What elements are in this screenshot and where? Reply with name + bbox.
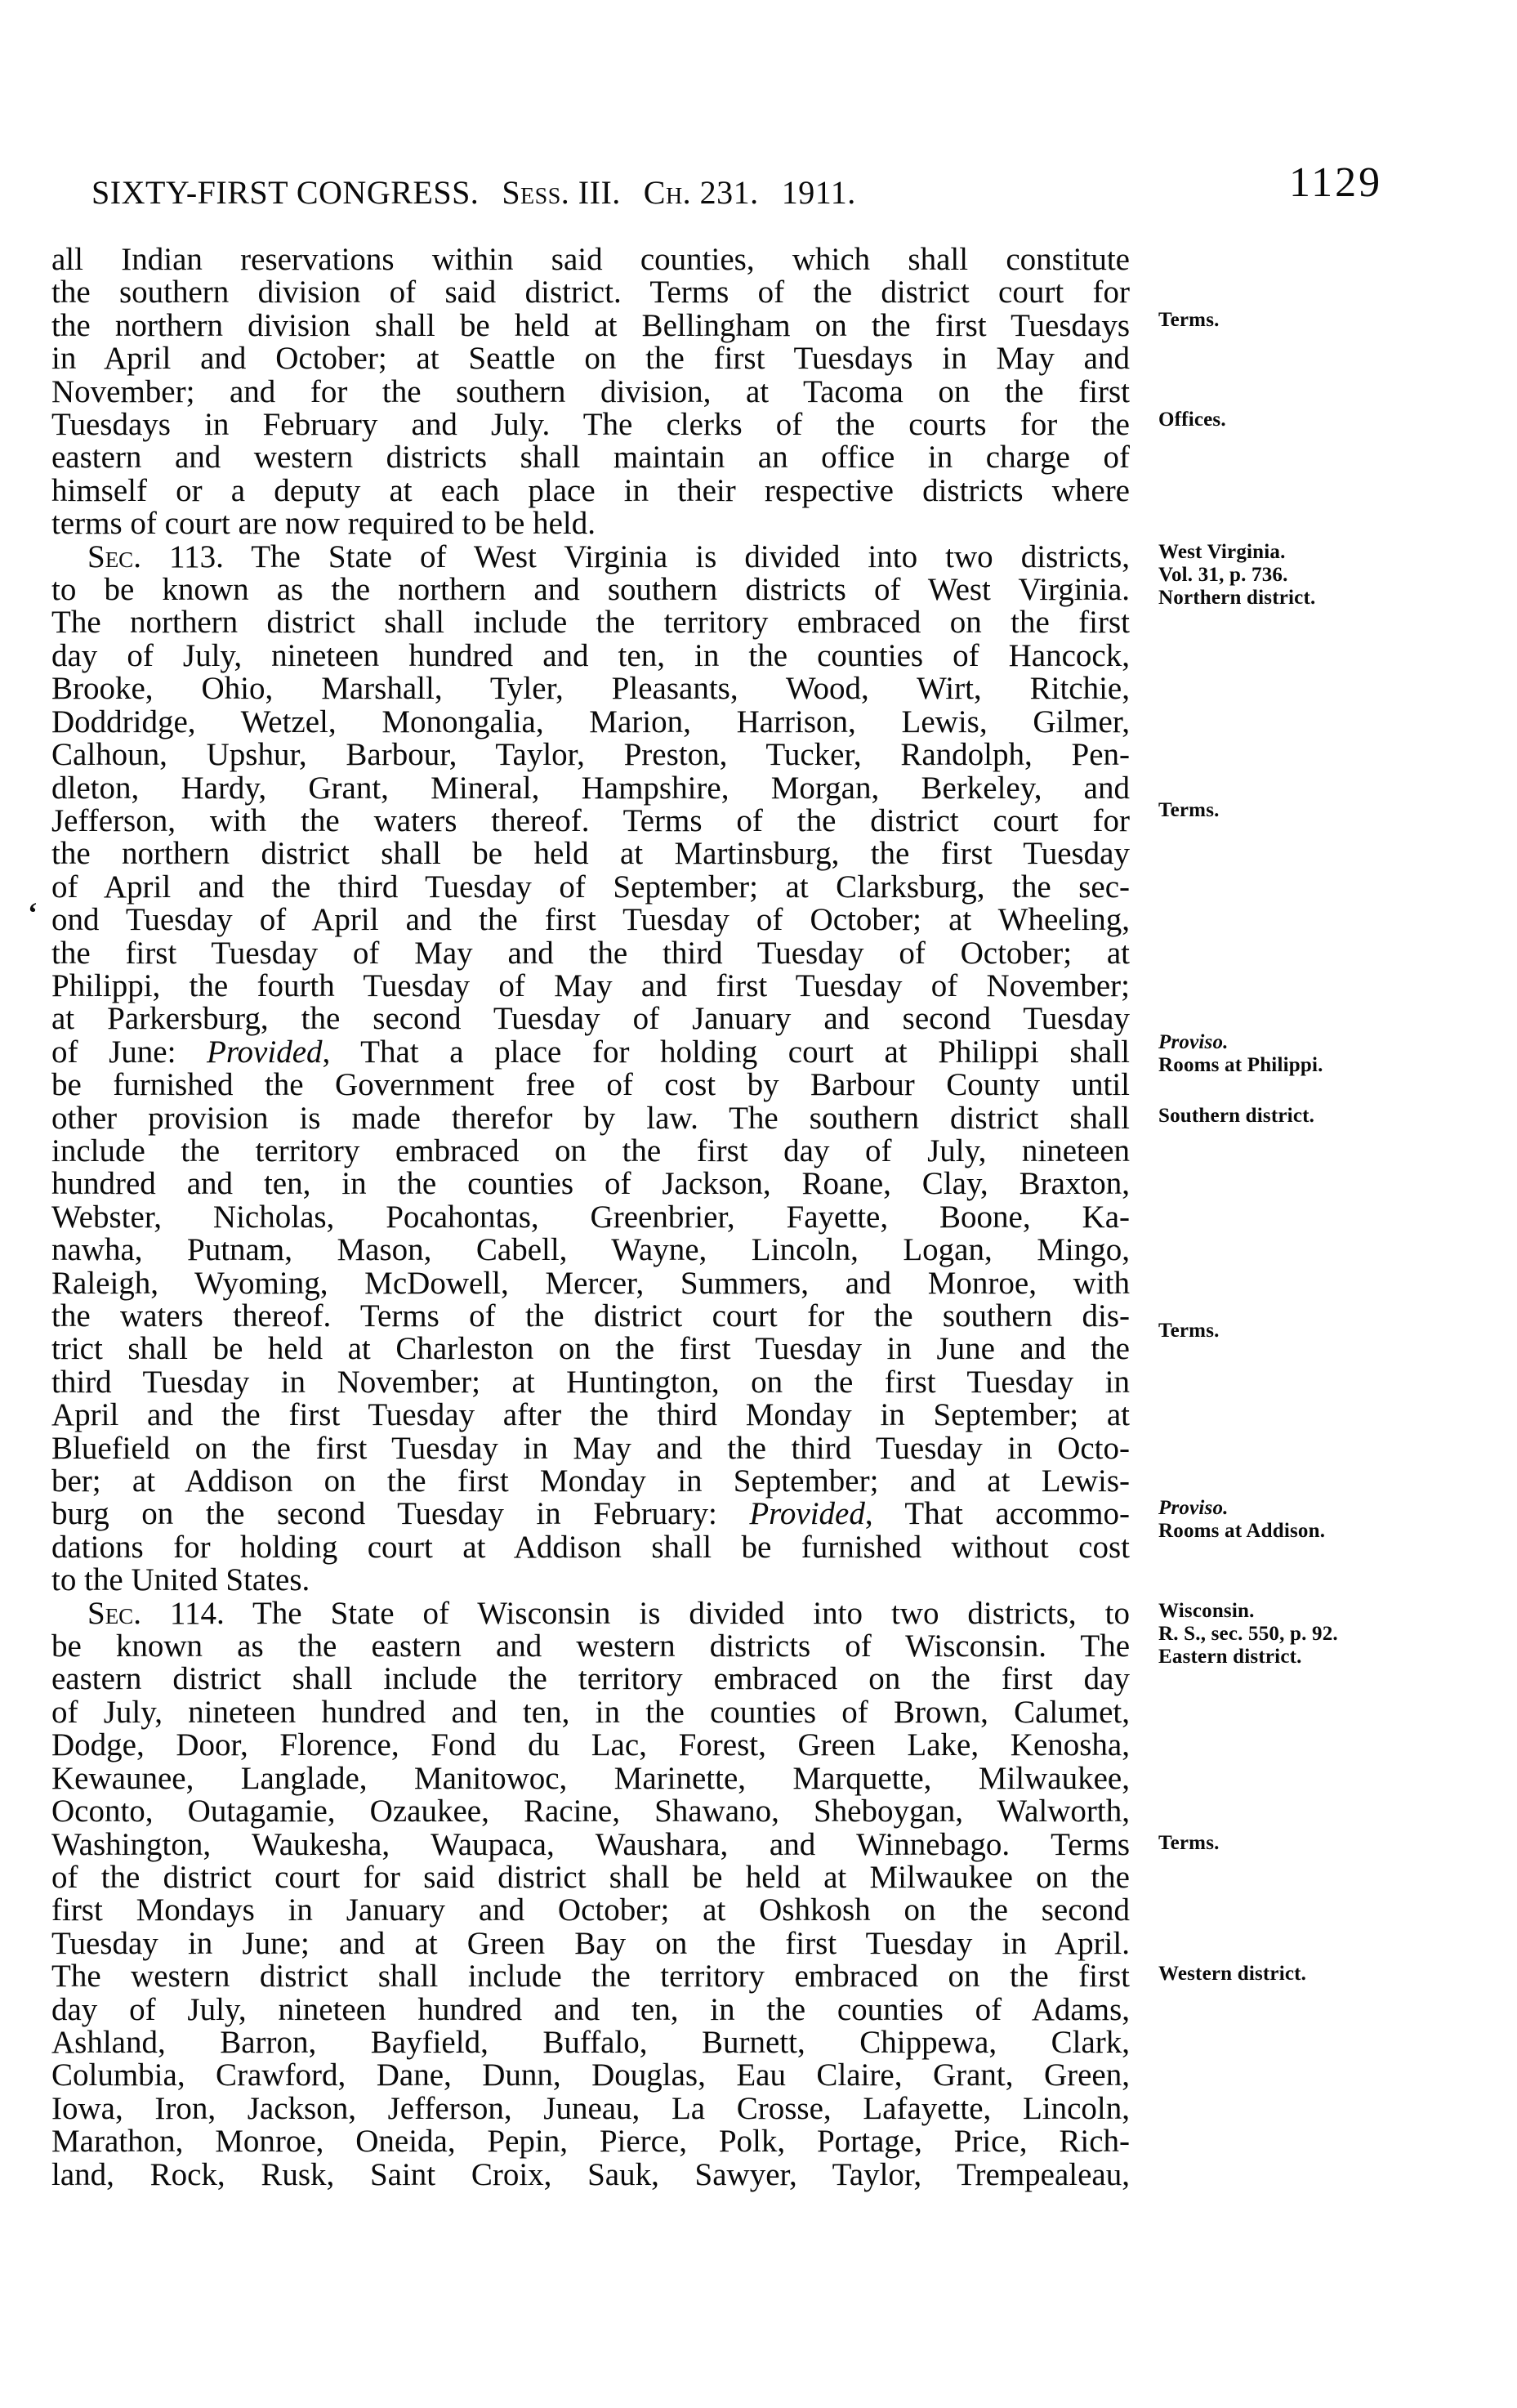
text-line: Washington, Waukesha, Waupaca, Waushara, and Winnebago. Terms bbox=[51, 1826, 1130, 1862]
text-line: terms of court are now required to be held. bbox=[51, 506, 596, 542]
text-line: all Indian reservations within said counties, which shall constitute bbox=[51, 242, 1130, 277]
margin-note bbox=[1158, 1497, 1510, 1543]
text-line: himself or a deputy at each place in their respective districts where bbox=[51, 472, 1130, 508]
text-line: of July, nineteen hundred and ten, in the counties of Brown, Calumet, bbox=[51, 1694, 1130, 1730]
text-line: The northern district shall include the territory embraced on the first bbox=[51, 605, 1130, 641]
margin-note bbox=[1158, 309, 1510, 332]
margin-note bbox=[1158, 1963, 1510, 1986]
text-line: of April and the third Tuesday of September; at Clarksburg, the sec- bbox=[51, 869, 1130, 905]
text-line: nawha, Putnam, Mason, Cabell, Wayne, Lincoln, Logan, Mingo, bbox=[51, 1232, 1130, 1268]
text-line: day of July, nineteen hundred and ten, in the counties of Adams, bbox=[51, 1991, 1130, 2027]
text-line: Columbia, Crawford, Dane, Dunn, Douglas, Eau Claire, Grant, Green, bbox=[51, 2057, 1130, 2093]
text-line: Jefferson, with the waters thereof. Terms of the district court for bbox=[51, 802, 1130, 838]
margin-note-line: Terms. bbox=[1158, 1320, 1220, 1342]
paragraph bbox=[51, 538, 1131, 1598]
text-line: ber; at Addison on the first Monday in September; and at Lewis- bbox=[51, 1463, 1130, 1499]
session-label: Sess. III. bbox=[502, 174, 621, 211]
text-line: Tuesdays in February and July. The clerks of the courts for the bbox=[51, 407, 1130, 443]
margin-notes bbox=[1158, 0, 1510, 2408]
margin-note-line: Terms. bbox=[1158, 799, 1220, 821]
statute-text bbox=[51, 243, 1130, 2191]
text-line: Webster, Nicholas, Pocahontas, Greenbrier, Fayette, Boone, Ka- bbox=[51, 1199, 1130, 1235]
text-line: the southern division of said district. Terms of the district court for bbox=[51, 275, 1130, 310]
text-line: The western district shall include the territory embraced on the first bbox=[51, 1959, 1130, 1995]
margin-note bbox=[1158, 1600, 1510, 1669]
margin-note-line: Offices. bbox=[1158, 409, 1226, 431]
margin-note-line: Terms. bbox=[1158, 309, 1220, 331]
text-line: November; and for the southern division, at Tacoma on the first bbox=[51, 373, 1130, 409]
text-line: Marathon, Monroe, Oneida, Pepin, Pierce, Polk, Portage, Price, Rich- bbox=[51, 2124, 1130, 2160]
margin-note-line: R. S., sec. 550, p. 92. bbox=[1158, 1623, 1338, 1645]
proviso-word: Provided bbox=[749, 1496, 865, 1532]
text-line: Dodge, Door, Florence, Fond du Lac, Forest, Green Lake, Kenosha, bbox=[51, 1727, 1130, 1763]
text-line: to the United States. bbox=[51, 1562, 310, 1598]
text-line: hundred and ten, in the counties of Jackson, Roane, Clay, Braxton, bbox=[51, 1166, 1130, 1202]
text-line: Calhoun, Upshur, Barbour, Taylor, Preston, Tucker, Randolph, Pen- bbox=[51, 737, 1130, 773]
congress-title: SIXTY-FIRST CONGRESS. bbox=[91, 174, 480, 211]
year-label: 1911. bbox=[781, 174, 856, 211]
margin-note-line: Southern district. bbox=[1158, 1105, 1315, 1127]
margin-note-line: West Virginia. bbox=[1158, 541, 1286, 563]
text-line: the northern division shall be held at Bellingham on the first Tuesdays bbox=[51, 307, 1130, 343]
text-line: other provision is made therefor by law. The southern district shall bbox=[51, 1100, 1130, 1136]
margin-note bbox=[1158, 1031, 1510, 1077]
margin-note-line: Rooms at Philippi. bbox=[1158, 1054, 1323, 1076]
margin-note bbox=[1158, 1105, 1510, 1128]
text-line: to be known as the northern and southern districts of West Virginia. bbox=[51, 572, 1130, 608]
paragraph bbox=[51, 1597, 1130, 2191]
text-line: Doddridge, Wetzel, Monongalia, Marion, Harrison, Lewis, Gilmer, bbox=[51, 704, 1130, 739]
margin-note bbox=[1158, 541, 1510, 610]
text-line: Sec. 114. The State of Wisconsin is divided into two districts, to bbox=[87, 1595, 1130, 1631]
text-line: trict shall be held at Charleston on the first Tuesday in June and the bbox=[51, 1331, 1130, 1367]
paragraph bbox=[51, 243, 1130, 541]
text-line: Brooke, Ohio, Marshall, Tyler, Pleasants, Wood, Wirt, Ritchie, bbox=[51, 671, 1130, 707]
text-line: Tuesday in June; and at Green Bay on the first Tuesday in April. bbox=[51, 1925, 1130, 1961]
text-line: Sec. 113. The State of West Virginia is divided into two districts, bbox=[87, 538, 1130, 574]
margin-note bbox=[1158, 409, 1510, 431]
text-line: at Parkersburg, the second Tuesday of January and second Tuesday bbox=[51, 1001, 1130, 1037]
text-line: Bluefield on the first Tuesday in May and the third Tuesday in Octo- bbox=[51, 1430, 1130, 1466]
text-line: third Tuesday in November; at Huntington, on the first Tuesday in bbox=[51, 1364, 1130, 1400]
text-line: of June: Provided, That a place for holding court at Philippi shall bbox=[51, 1034, 1131, 1070]
margin-note-line: Western district. bbox=[1158, 1963, 1307, 1985]
text-line: the waters thereof. Terms of the district court for the southern dis- bbox=[51, 1298, 1130, 1334]
text-line: Oconto, Outagamie, Ozaukee, Racine, Shawano, Sheboygan, Walworth, bbox=[51, 1794, 1130, 1829]
text-line: Ashland, Barron, Bayfield, Buffalo, Burnett, Chippewa, Clark, bbox=[51, 2024, 1130, 2060]
margin-note-line: Proviso. bbox=[1158, 1031, 1229, 1053]
text-line: the northern district shall be held at Martinsburg, the first Tuesday bbox=[51, 836, 1130, 872]
text-line: Iowa, Iron, Jackson, Jefferson, Juneau, La Crosse, Lafayette, Lincoln, bbox=[51, 2090, 1130, 2126]
scan-artifact-mark: ‘ bbox=[28, 896, 38, 929]
text-line: Raleigh, Wyoming, McDowell, Mercer, Summers, and Monroe, with bbox=[51, 1265, 1130, 1301]
page-number: 1129 bbox=[1289, 159, 1383, 206]
text-line: eastern and western districts shall maintain an office in charge of bbox=[51, 440, 1130, 476]
margin-note-line: Proviso. bbox=[1158, 1497, 1229, 1519]
text-line: land, Rock, Rusk, Saint Croix, Sauk, Sawyer, Taylor, Trempealeau, bbox=[51, 2156, 1130, 2192]
text-line: of the district court for said district shall be held at Milwaukee on the bbox=[51, 1859, 1130, 1895]
proviso-word: Provided bbox=[207, 1034, 323, 1070]
text-line: include the territory embraced on the first day of July, nineteen bbox=[51, 1133, 1130, 1168]
text-line: the first Tuesday of May and the third Tuesday of October; at bbox=[51, 935, 1130, 971]
margin-note-line: Wisconsin. bbox=[1158, 1600, 1255, 1622]
margin-note-line: Northern district. bbox=[1158, 587, 1316, 609]
margin-note bbox=[1158, 1832, 1510, 1855]
chapter-label: Ch. 231. bbox=[643, 174, 759, 211]
text-line: in April and October; at Seattle on the first Tuesdays in May and bbox=[51, 341, 1130, 377]
margin-note-line: Rooms at Addison. bbox=[1158, 1520, 1326, 1542]
text-line: Kewaunee, Langlade, Manitowoc, Marinette, Marquette, Milwaukee, bbox=[51, 1760, 1130, 1796]
text-line: Philippi, the fourth Tuesday of May and first Tuesday of November; bbox=[51, 967, 1130, 1003]
text-line: eastern district shall include the territory embraced on the first day bbox=[51, 1661, 1130, 1697]
margin-note bbox=[1158, 1320, 1510, 1342]
text-line: day of July, nineteen hundred and ten, in the counties of Hancock, bbox=[51, 637, 1130, 673]
text-line: be furnished the Government free of cost by Barbour County until bbox=[51, 1067, 1130, 1103]
running-head bbox=[91, 173, 879, 212]
margin-note-line: Terms. bbox=[1158, 1832, 1220, 1854]
text-line: burg on the second Tuesday in February: Provided, That accommo- bbox=[51, 1496, 1130, 1532]
text-line: dleton, Hardy, Grant, Mineral, Hampshire, Morgan, Berkeley, and bbox=[51, 770, 1130, 806]
text-line: be known as the eastern and western districts of Wisconsin. The bbox=[51, 1628, 1130, 1664]
margin-note bbox=[1158, 799, 1510, 822]
margin-note-line: Eastern district. bbox=[1158, 1646, 1302, 1668]
margin-note-line: Vol. 31, p. 736. bbox=[1158, 564, 1288, 586]
text-line: first Mondays in January and October; at Oshkosh on the second bbox=[51, 1892, 1130, 1928]
text-line: dations for holding court at Addison shall be furnished without cost bbox=[51, 1529, 1130, 1565]
text-line: ond Tuesday of April and the first Tuesday of October; at Wheeling, bbox=[51, 902, 1130, 938]
text-line: April and the first Tuesday after the third Monday in September; at bbox=[51, 1397, 1130, 1433]
